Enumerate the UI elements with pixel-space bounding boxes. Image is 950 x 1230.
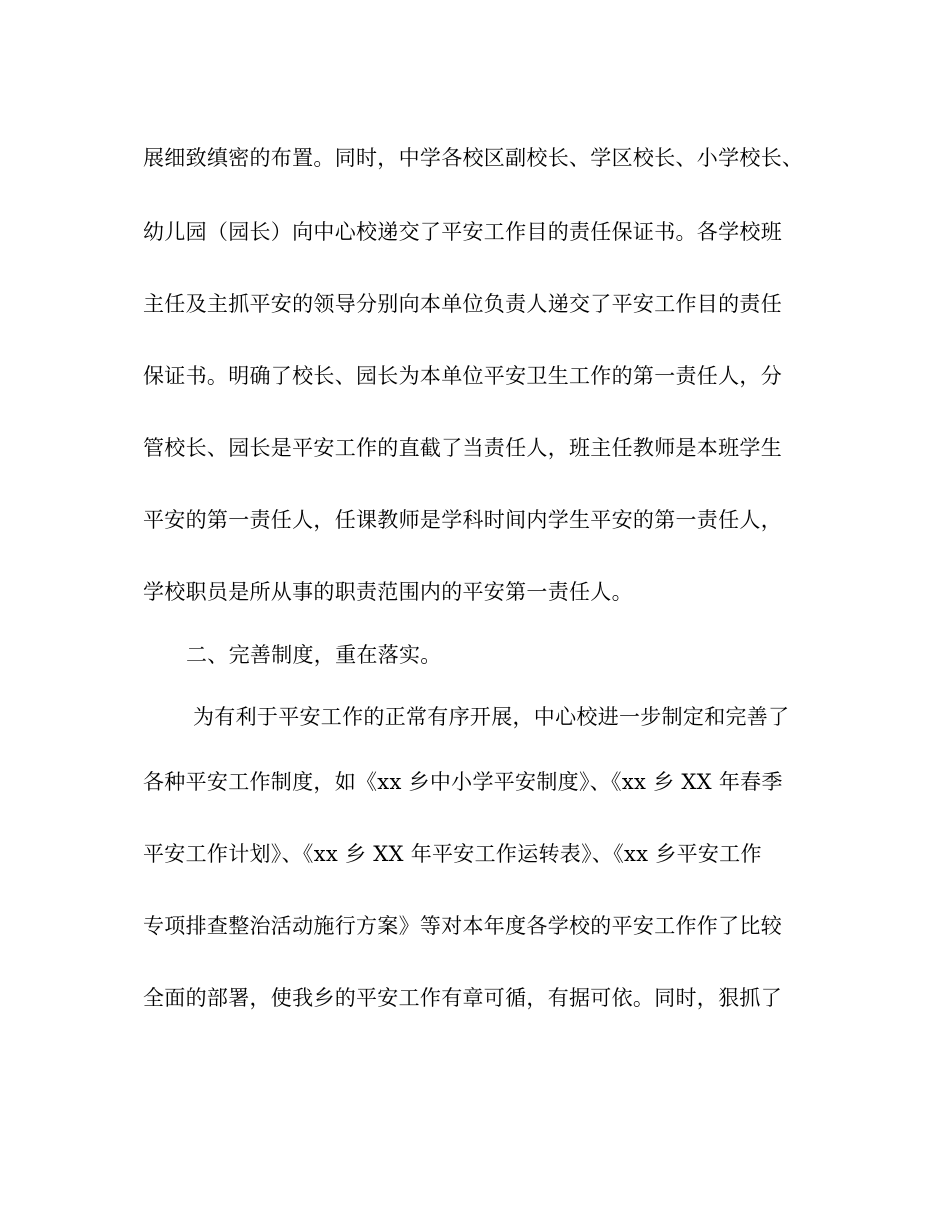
paragraph-line-5: 管校长、园长是平安工作的直截了当责任人，班主任教师是本班学生 xyxy=(143,436,782,460)
paragraph-line-11: 专项排查整治活动施行方案》等对本年度各学校的平安工作作了比较 xyxy=(143,914,782,938)
paragraph-line-9: 各种平安工作制度，如《xx 乡中小学平安制度》、《xx 乡 XX 年春季 xyxy=(143,770,783,794)
paragraph-line-2: 幼儿园（园长）向中心校递交了平安工作目的责任保证书。各学校班 xyxy=(143,220,782,244)
paragraph-line-6: 平安的第一责任人，任课教师是学科时间内学生平安的第一责任人， xyxy=(143,508,782,532)
paragraph-line-12: 全面的部署，使我乡的平安工作有章可循，有据可依。同时，狠抓了 xyxy=(143,986,782,1010)
paragraph-line-4: 保证书。明确了校长、园长为本单位平安卫生工作的第一责任人，分 xyxy=(143,364,782,388)
paragraph-line-1: 展细致缜密的布置。同时，中学各校区副校长、学区校长、小学校长、 xyxy=(143,146,804,170)
paragraph-line-10: 平安工作计划》、《xx 乡 XX 年平安工作运转表》、《xx 乡平安工作 xyxy=(143,842,762,866)
paragraph-line-8: 为有利于平安工作的正常有序开展，中心校进一步制定和完善了 xyxy=(193,705,790,729)
paragraph-line-3: 主任及主抓平安的领导分别向本单位负责人递交了平安工作目的责任 xyxy=(143,292,782,316)
section-heading: 二、完善制度，重在落实。 xyxy=(186,643,442,667)
paragraph-line-7: 学校职员是所从事的职责范围内的平安第一责任人。 xyxy=(143,580,633,604)
